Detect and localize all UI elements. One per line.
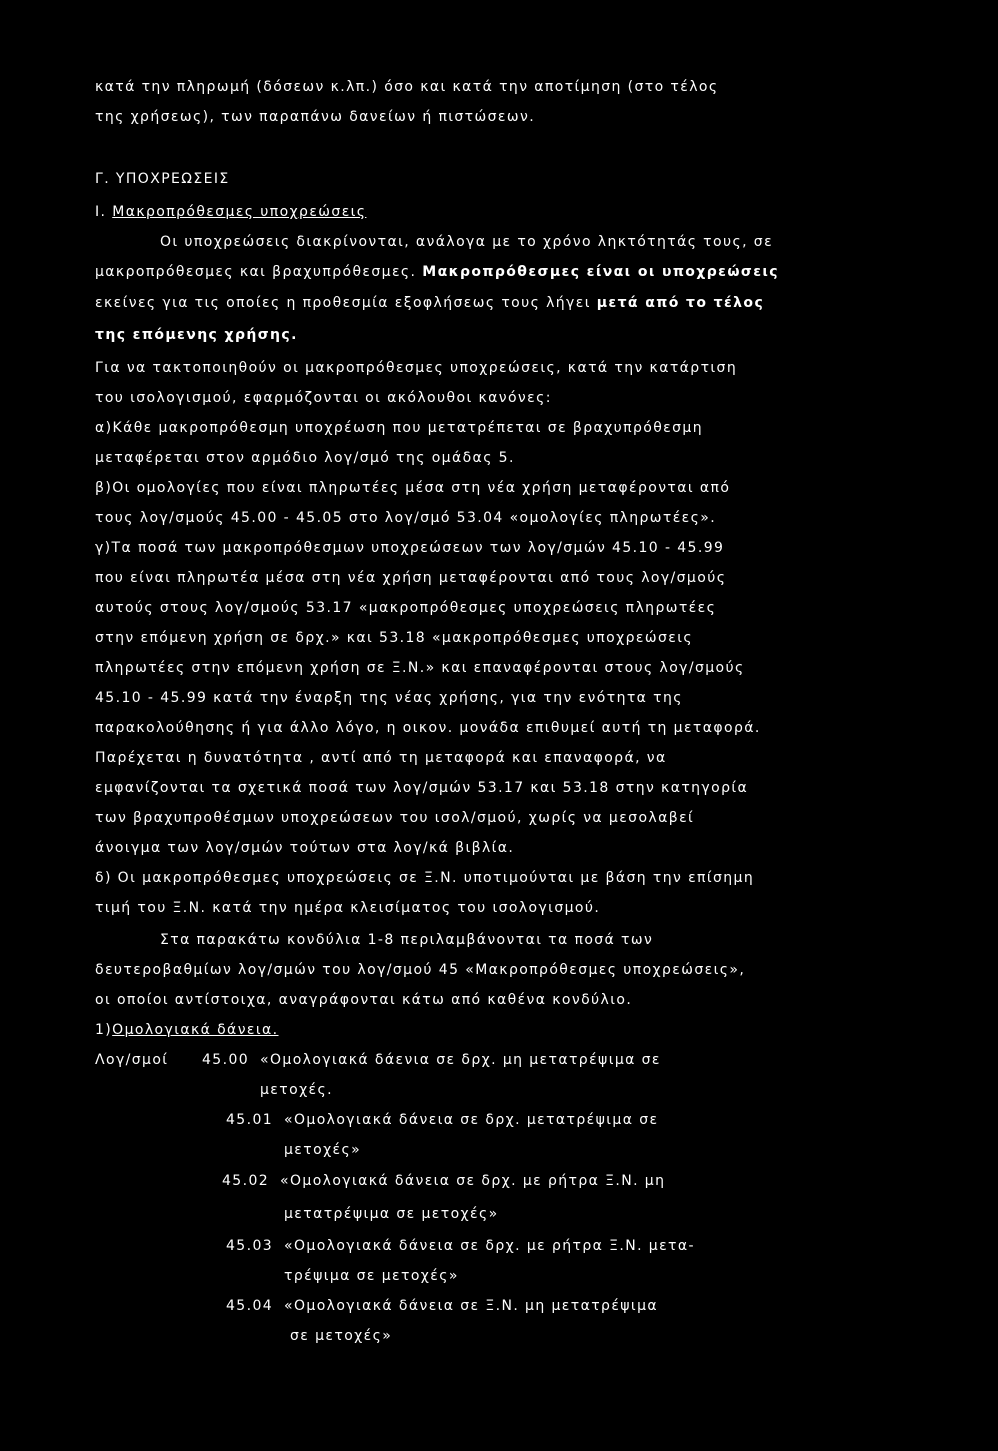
- paragraph-line: της επόμενης χρήσης.: [95, 327, 298, 343]
- account-code: 45.04: [226, 1298, 274, 1314]
- rule-b-line: β)Οι ομολογίες που είναι πληρωτέες μέσα στη νέα χρήση μεταφέρονται από: [95, 480, 731, 496]
- paragraph-line: [95, 294, 764, 312]
- account-description: «Ομολογιακά δάνεια σε Ξ.Ν. μη μετατρέψιμα: [284, 1298, 658, 1314]
- rule-c-line: εμφανίζονται τα σχετικά ποσά των λογ/σμών 53.17 και 53.18 στην κατηγορία: [95, 780, 749, 796]
- subsection-title: Μακροπρόθεσμες υποχρεώσεις: [112, 204, 367, 220]
- account-code: 45.01: [226, 1112, 274, 1128]
- rule-c-line: αυτούς στους λογ/σμούς 53.17 «μακροπρόθεσμες υποχρεώσεις πληρωτέες: [95, 600, 717, 616]
- paragraph-line: δευτεροβαθμίων λογ/σμών του λογ/σμού 45 «Μακροπρόθεσμες υποχρεώσεις»,: [95, 962, 746, 978]
- paragraph-line: Για να τακτοποιηθούν οι μακροπρόθεσμες υποχρεώσεις, κατά την κατάρτιση: [95, 360, 738, 376]
- rule-c-line: που είναι πληρωτέα μέσα στη νέα χρήση μεταφέρονται από τους λογ/σμούς: [95, 570, 727, 586]
- rule-c-line: 45.10 - 45.99 κατά την έναρξη της νέας χρήσης, για την ενότητα της: [95, 690, 683, 706]
- account-description: μετατρέψιμα σε μετοχές»: [284, 1206, 499, 1222]
- rule-c-line: άνοιγμα των λογ/σμών τούτων στα λογ/κά βιβλία.: [95, 840, 515, 856]
- account-description: μετοχές.: [260, 1082, 333, 1098]
- text-run: εκείνες για τις οποίες η προθεσμία εξοφλήσεως τους λήγει: [95, 295, 597, 311]
- paragraph-line: οι οποίοι αντίστοιχα, αναγράφονται κάτω από καθένα κονδύλιο.: [95, 992, 633, 1008]
- rule-b-line: τους λογ/σμούς 45.00 - 45.05 στο λογ/σμό 53.04 «ομολογίες πληρωτέες».: [95, 510, 717, 526]
- paragraph-line: Στα παρακάτω κονδύλια 1-8 περιλαμβάνονται τα ποσά των: [160, 932, 654, 948]
- account-description: σε μετοχές»: [290, 1328, 393, 1344]
- item-title: Ομολογιακά δάνεια.: [112, 1022, 279, 1038]
- subsection-number: Ι.: [95, 204, 113, 220]
- rule-c-line: παρακολούθησης ή για άλλο λόγο, η οικον. μονάδα επιθυμεί αυτή τη μεταφορά.: [95, 720, 761, 736]
- account-description: «Ομολογιακά δάενια σε δρχ. μη μετατρέψιμα σε: [260, 1052, 661, 1068]
- rule-c-line: Παρέχεται η δυνατότητα , αντί από τη μεταφορά και επαναφορά, να: [95, 750, 667, 766]
- subsection-heading: [95, 203, 366, 221]
- paragraph-line: Οι υποχρεώσεις διακρίνονται, ανάλογα με το χρόνο ληκτότητάς τους, σε: [160, 234, 774, 250]
- accounts-label: Λογ/σμοί: [95, 1052, 169, 1068]
- emphasis-text: Μακροπρόθεσμες είναι οι υποχρεώσεις: [422, 264, 779, 280]
- intro-line: της χρήσεως), των παραπάνω δανείων ή πιστώσεων.: [95, 109, 536, 125]
- emphasis-text: μετά από το τέλος: [596, 295, 765, 311]
- account-code: 45.00: [202, 1052, 250, 1068]
- rule-c-line: των βραχυπροθέσμων υποχρεώσεων του ισολ/σμού, χωρίς να μεσολαβεί: [95, 810, 695, 826]
- section-heading: Γ. ΥΠΟΧΡΕΩΣΕΙΣ: [95, 171, 230, 187]
- rule-c-line: γ)Τα ποσά των μακροπρόθεσμων υποχρεώσεων των λογ/σμών 45.10 - 45.99: [95, 540, 725, 556]
- rule-d-line: τιμή του Ξ.Ν. κατά την ημέρα κλεισίματος του ισολογισμού.: [95, 900, 601, 916]
- intro-line: κατά την πληρωμή (δόσεων κ.λπ.) όσο και κατά την αποτίμηση (στο τέλος: [95, 79, 719, 95]
- rule-a-line: μεταφέρεται στον αρμόδιο λογ/σμό της ομάδας 5.: [95, 450, 515, 466]
- item-number: 1): [95, 1022, 113, 1038]
- account-code: 45.03: [226, 1238, 274, 1254]
- paragraph-line: του ισολογισμού, εφαρμόζονται οι ακόλουθοι κανόνες:: [95, 390, 552, 406]
- account-description: τρέψιμα σε μετοχές»: [284, 1268, 459, 1284]
- account-description: «Ομολογιακά δάνεια σε δρχ. με ρήτρα Ξ.Ν. μετα-: [284, 1238, 695, 1254]
- account-description: μετοχές»: [284, 1142, 362, 1158]
- account-description: «Ομολογιακά δάνεια σε δρχ. με ρήτρα Ξ.Ν. μη: [280, 1173, 666, 1189]
- paragraph-line: [95, 263, 779, 281]
- rule-c-line: στην επόμενη χρήση σε δρχ.» και 53.18 «μακροπρόθεσμες υποχρεώσεις: [95, 630, 693, 646]
- item-heading: [95, 1021, 279, 1039]
- text-run: μακροπρόθεσμες και βραχυπρόθεσμες.: [95, 264, 423, 280]
- rule-c-line: πληρωτέες στην επόμενη χρήση σε Ξ.Ν.» και επαναφέρονται στους λογ/σμούς: [95, 660, 745, 676]
- rule-d-line: δ) Οι μακροπρόθεσμες υποχρεώσεις σε Ξ.Ν. υποτιμούνται με βάση την επίσημη: [95, 870, 755, 886]
- account-code: 45.02: [222, 1173, 270, 1189]
- account-description: «Ομολογιακά δάνεια σε δρχ. μετατρέψιμα σε: [284, 1112, 659, 1128]
- rule-a-line: α)Κάθε μακροπρόθεσμη υποχρέωση που μετατρέπεται σε βραχυπρόθεσμη: [95, 420, 703, 436]
